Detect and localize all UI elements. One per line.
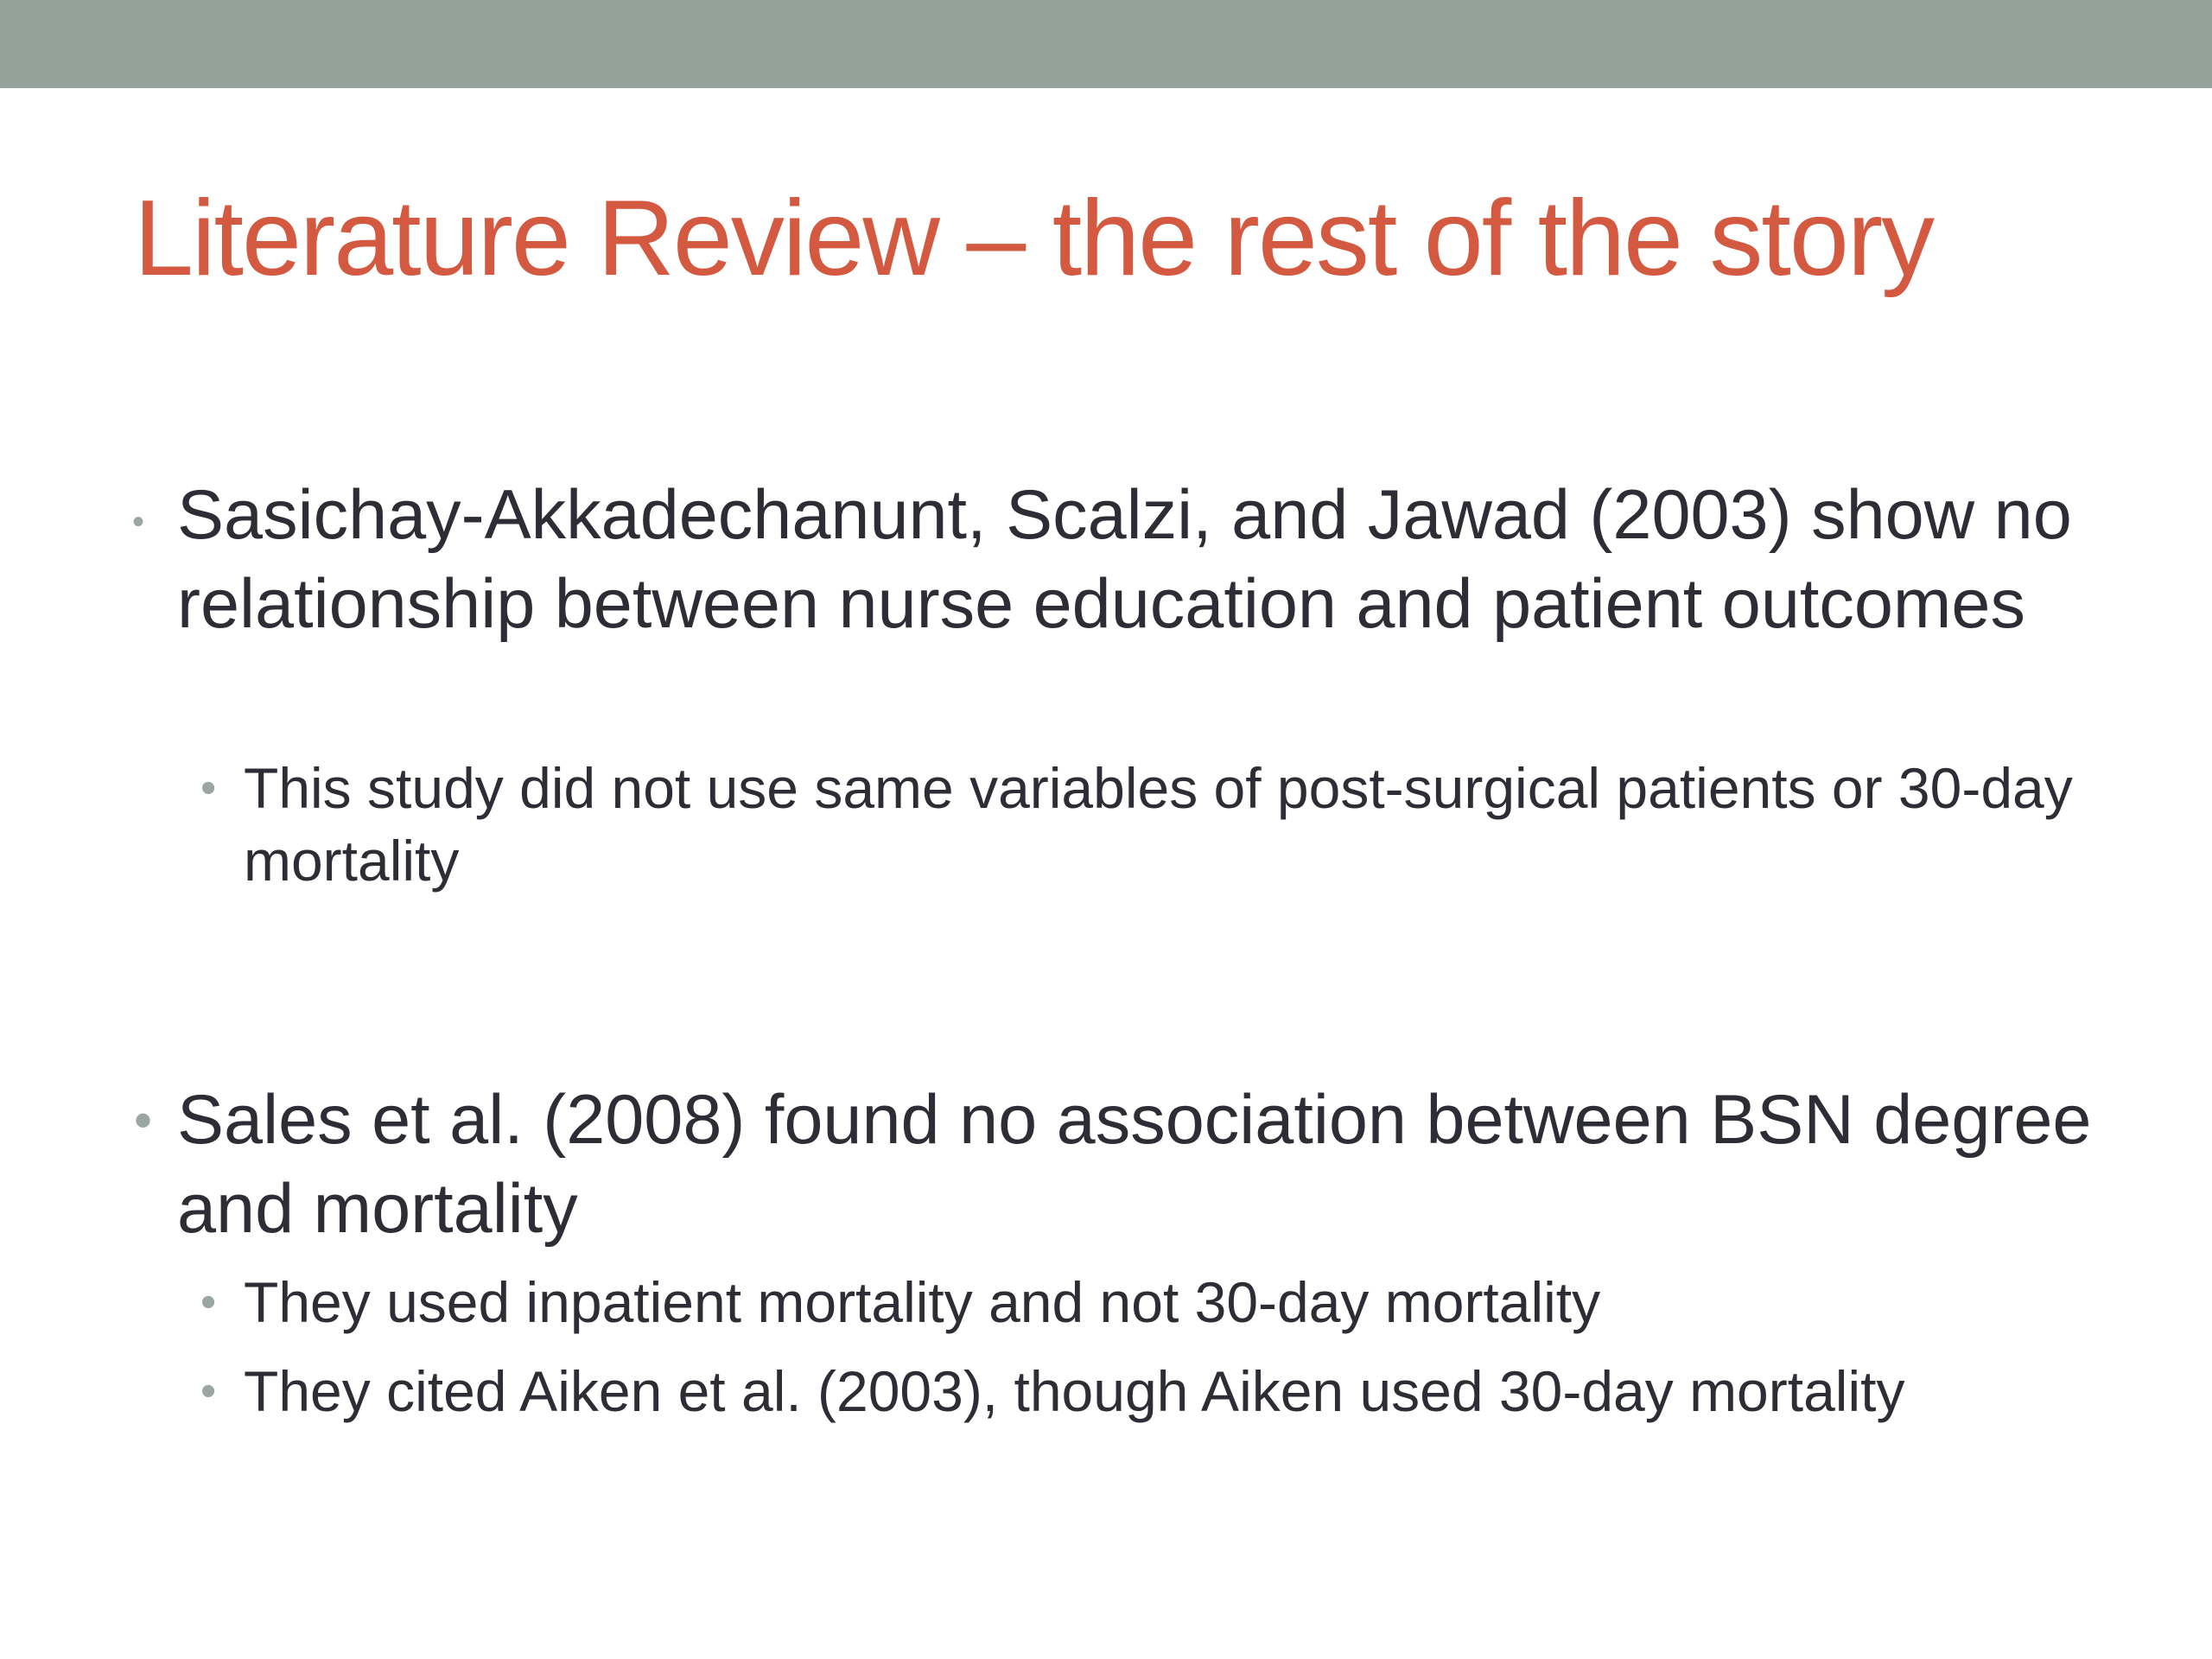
bullet-item-1 <box>132 471 2113 649</box>
bullet-marker: • <box>132 503 145 541</box>
sub-bullet-marker: • <box>200 1366 217 1416</box>
bullet-marker: • <box>134 1091 153 1149</box>
sub-bullet-marker: • <box>200 763 217 813</box>
sub-bullet-item-2-2 <box>200 1355 2075 1427</box>
slide-title: Literature Review – the rest of the story <box>134 179 1934 298</box>
sub-bullet-text: They used inpatient mortality and not 30-day mortality <box>244 1270 1601 1334</box>
sub-bullet-text: This study did not use same variables of post-surgical patients or 30-day mortality <box>244 756 2073 893</box>
sub-bullet-text: They cited Aiken et al. (2003), though Aiken used 30-day mortality <box>244 1359 1905 1423</box>
bullet-item-2 <box>134 1076 2113 1254</box>
sub-bullet-marker: • <box>200 1277 217 1327</box>
sub-bullet-item-2-1 <box>200 1266 2075 1338</box>
sub-bullet-item-1-1 <box>200 752 2075 897</box>
bullet-text: Sasichay-Akkadechanunt, Scalzi, and Jawad (2003) show no relationship between nurse education and patient outcomes <box>177 476 2072 643</box>
bullet-text: Sales et al. (2008) found no association between BSN degree and mortality <box>177 1081 2092 1248</box>
